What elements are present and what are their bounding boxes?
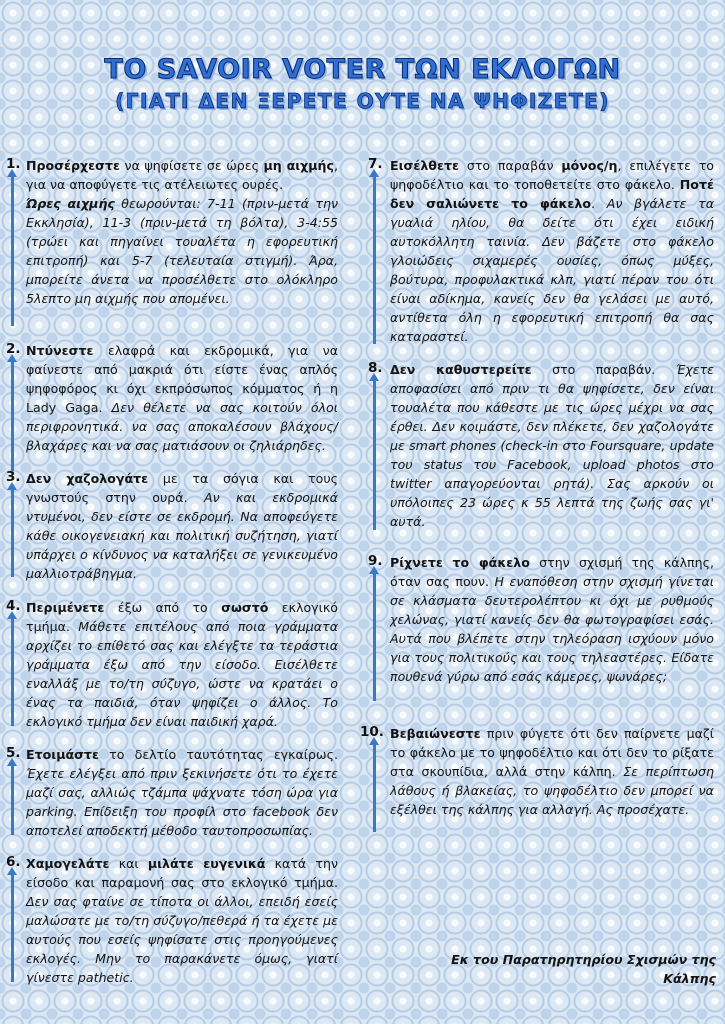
- rule-number: 6.: [6, 854, 21, 870]
- up-arrow-icon: [373, 744, 376, 832]
- rule-5: [6, 745, 336, 845]
- rule-number: 2.: [6, 341, 21, 357]
- up-arrow-icon: [11, 618, 14, 726]
- rule-text: Δεν καθυστερείτε στο παραβάν. Έχετε αποφασίσει από πριν τι θα ψηφίσετε, δεν είναι τουαλέτα που κάθεστε με τις ώρες μέχρι να σας έρθει. Δεν κοιμάστε, δεν πλέκετε, δεν χαζολογάτε με smart phones (check-in στο Foursquare, update του status του Facebook, upload photos στο twitter απαγορεύονται ρητά). Σας αρκούν οι υπόλοιπες 23 ώρες κ 55 λεπτά της ζωής σας γι' αυτά.: [390, 362, 714, 529]
- rule-text: Εισέλθετε στο παραβάν μόνος/η, επιλέγετε το ψηφοδέλτιο και το τοποθετείτε στο φάκελο. Ποτέ δεν σαλιώνετε το φάκελο. Αν βγάλετε τα γυαλιά ηλίου, θα δείτε ότι έχει ειδική αυτοκόλλητη ταινία. Δεν βάζετε στο φάκελο γλοιώδεις σιχαμερές ουσίες, όπως μύξες, βούτυρα, προφυλακτικά κλπ, γιατί πέραν του ότι είναι αδίκημα, κανείς δεν θα γελάσει με αυτό, αντίθετα όλη η εφορευτική επιτροπή θα σας καταραστεί.: [390, 158, 715, 344]
- up-arrow-icon: [11, 361, 14, 471]
- up-arrow-icon: [11, 176, 14, 326]
- rule-3: [6, 469, 336, 584]
- up-arrow-icon: [373, 176, 376, 344]
- rule-number: 4.: [6, 598, 21, 614]
- rule-text: Περιμένετε έξω από το σωστό εκλογικό τμήμα. Μάθετε επιτέλους από ποια γράμματα αρχίζει το επίθετό σας και ελέγξτε τα τεράστια γράμματα έξω από την είσοδο. Εισέλθετε εναλλάξ με το/τη σύζυγο, ώστε να κρατάει ο ένας τα παιδιά, όταν ψηφίζει ο άλλος. Το εκλογικό τμήμα δεν είναι παιδική χαρά.: [26, 600, 339, 729]
- up-arrow-icon: [373, 380, 376, 530]
- signature-footer: Εκ του Παρατηρητηρίου Σχισμών της Κάλπης: [451, 952, 716, 986]
- up-arrow-icon: [373, 573, 376, 701]
- rule-8: [368, 360, 718, 540]
- rule-number: 8.: [368, 360, 383, 376]
- page-subtitle: (ΓΙΑΤΙ ΔΕΝ ΞΕΡΕΤΕ ΟΥΤΕ ΝΑ ΨΗΦΙΖΕΤΕ): [115, 89, 610, 113]
- rule-2: [6, 341, 336, 476]
- up-arrow-icon: [11, 874, 14, 982]
- rule-text: Βεβαιώνεστε πριν φύγετε ότι δεν παίρνετε μαζί το φάκελο με το ψηφοδέλτιο και ότι δεν το ρίξατε στα σκουπίδια, αλλά στην κάλπη. Σε περίπτωση λάθους ή βλακείας, το ψηφοδέλτιο δεν μπορεί να εξέλθει της κάλπης για αλλαγή. Ας προσέχατε.: [390, 726, 714, 817]
- up-arrow-icon: [11, 489, 14, 577]
- rule-text: Ετοιμάστε το δελτίο ταυτότητας εγκαίρως. Έχετε ελέγξει από πριν ξεκινήσετε ότι το έχετε μαζί σας, αλλιώς τζάμπα ψάχνατε τόση ώρα για parking. Επίδειξη του προφίλ στο facebook δεν αποτελεί αποδεκτή μέθοδο ταυτοπροσωπίας.: [26, 747, 338, 838]
- rule-number: 9.: [368, 553, 383, 569]
- rule-number: 1.: [6, 156, 21, 172]
- rule-number: 10.: [360, 724, 384, 740]
- rule-number: 3.: [6, 469, 21, 485]
- up-arrow-icon: [11, 765, 14, 835]
- rule-number: 7.: [368, 156, 383, 172]
- rule-7: [368, 156, 718, 351]
- rule-1: [6, 156, 339, 331]
- page-title: ΤΟ SAVOIR VOTER ΤΩΝ ΕΚΛΟΓΩΝ: [104, 54, 621, 85]
- rule-4: [6, 598, 339, 733]
- rule-text: Χαμογελάτε και μιλάτε ευγενικά κατά την είσοδο και παραμονή σας στο εκλογικό τμήμα. Δεν σας φταίνε σε τίποτα οι άλλοι, επειδή εσείς μαλώσατε με το/τη σύζυγο/πεθερά ή τα έχετε με αυτούς που εσείς ψηφίσατε στις προηγούμενες εκλογές. Μην το παρακάνετε όμως, γιατί γίνεστε pathetic.: [26, 856, 338, 985]
- rule-text: Προσέρχεστε να ψηφίσετε σε ώρες μη αιχμής, για να αποφύγετε τις ατέλειωτες ουρές. Ώρες αιχμής θεωρούνται: 7-11 (πριν-μετά την Εκκλησία), 11-3 (πριν-μετά τη βόλτα), 3-4:55 (τρώει και πηγαίνει τουαλέτα η εφορευτική επιτροπή) και 5-7 (τελευταία στιγμή). Άρα, μπορείτε άνετα να προσέλθετε στο ολόκληρο 5λεπτο μη αιχμής που απομένει.: [26, 158, 339, 306]
- rule-number: 5.: [6, 745, 21, 761]
- rule-text: Ντύνεστε ελαφρά και εκδρομικά, για να φαίνεστε από μακριά ότι είστε ένας απλός ψηφοφόρος κι όχι εκπρόσωπος κόμματος ή η Lady Gaga. Δεν θέλετε να σας κοιτούν όλοι περιφρονητικά. να σας αποκαλέσουν βλάχους/ βλαχάρες και να σας ματιάσουν οι ζηλιάρηδες.: [26, 343, 338, 453]
- rule-10: [360, 724, 718, 839]
- rule-9: [368, 553, 718, 713]
- rule-6: [6, 854, 336, 989]
- rule-text: Ρίχνετε το φάκελο στην σχισμή της κάλπης, όταν σας πουν. Η εναπόθεση στην σχισμή γίνεται σε κλάσματα δευτερολέπτου κι όχι με ρυθμούς χελώνας, γιατί κανείς δεν θα φωτογραφίσει εσάς. Αυτά που βλέπετε στην τηλεόραση ισχύουν μόνο για τους πολιτικούς και τους τηλεαστέρες. Είδατε πουθενά γύρω από εσάς κάμερες, ψωνάρες;: [390, 555, 715, 684]
- rule-text: Δεν χαζολογάτε με τα σόγια και τους γνωστούς στην ουρά. Αν και εκδρομικά ντυμένοι, δεν είστε σε εκδρομή. Να αποφεύγετε κάθε οικογενειακή και πολιτική συζήτηση, γιατί υπάρχει ο κίνδυνος να καταλήξει σε γενικευμένο μαλλιοτράβηγμα.: [26, 471, 338, 581]
